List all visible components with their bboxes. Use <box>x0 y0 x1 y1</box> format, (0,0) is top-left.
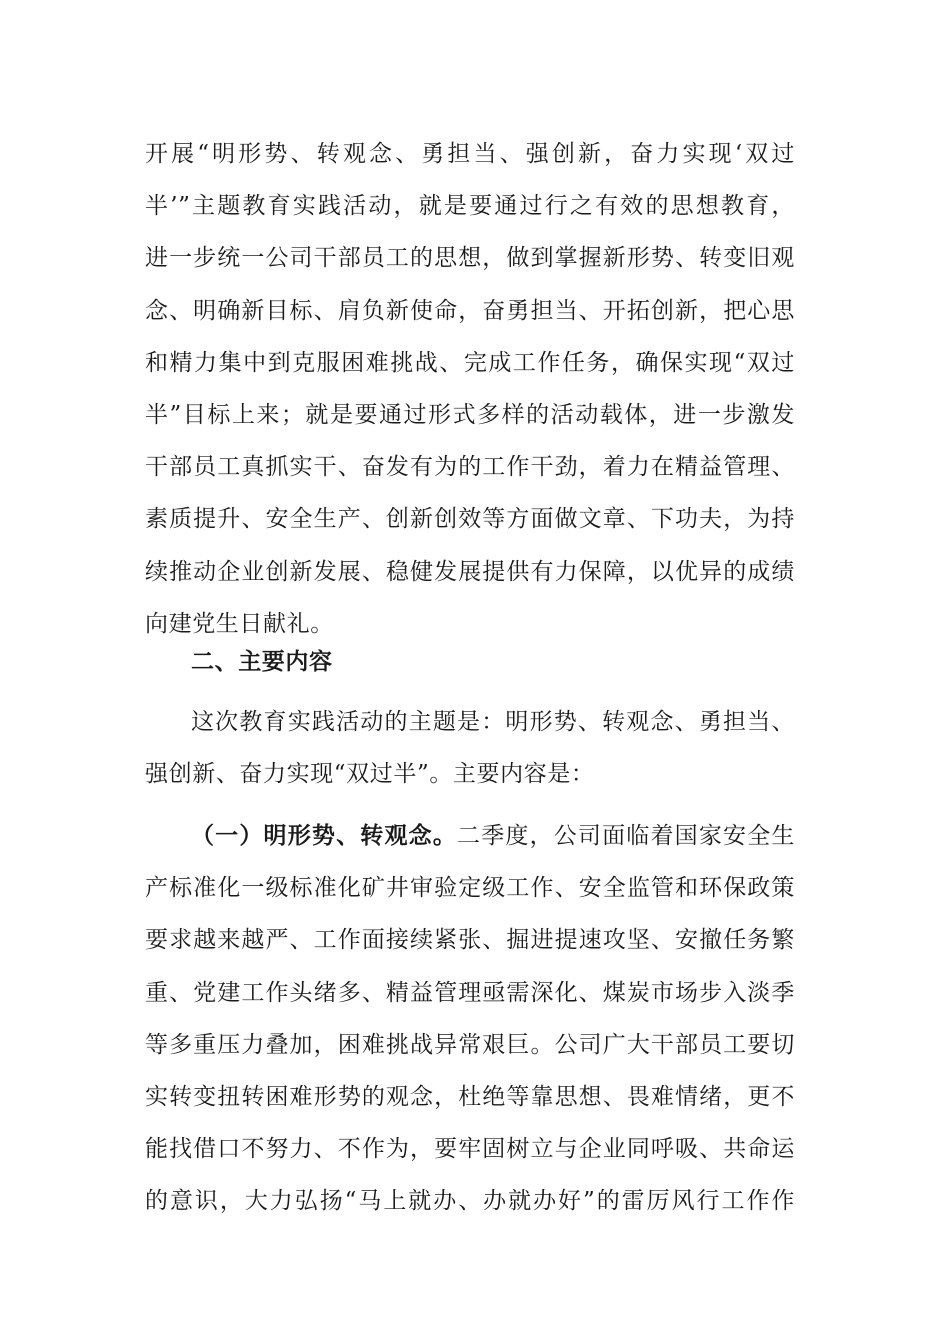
text-line: 要求越来越严、工作面接续紧张、掘进提速攻坚、安撤任务繁 <box>145 927 795 954</box>
item-one-first-line: 二季度，公司面临着国家安全生 <box>457 823 795 849</box>
text-line <box>145 810 795 862</box>
text-line: 半’”主题教育实践活动，就是要通过行之有效的思想教育， <box>145 193 795 220</box>
text-line: 能找借口不努力、不作为，要牢固树立与企业同呼吸、共命运 <box>145 1136 795 1163</box>
text-line: 实转变扭转困难形势的观念，杜绝等靠思想、畏难情绪，更不 <box>145 1083 795 1110</box>
text-line: 续推动企业创新发展、稳健发展提供有力保障，以优异的成绩 <box>145 558 795 585</box>
text-line: 重、党建工作头绪多、精益管理亟需深化、煤炭市场步入淡季 <box>145 979 795 1006</box>
paragraph-item-one <box>145 810 795 1228</box>
paragraph-purpose <box>145 128 795 650</box>
text-line: 和精力集中到克服困难挑战、完成工作任务，确保实现“双过 <box>145 349 795 376</box>
text-line: 开展“明形势、转观念、勇担当、强创新，奋力实现‘双过 <box>145 141 795 167</box>
text-line: 强创新、奋力实现“双过半”。主要内容是： <box>145 761 595 788</box>
section-heading: 二、主要内容 <box>191 649 333 675</box>
text-line: 素质提升、安全生产、创新创效等方面做文章、下功夫，为持 <box>145 506 795 533</box>
item-one-title: （一）明形势、转观念。 <box>191 823 458 849</box>
text-line: 半”目标上来；就是要通过形式多样的活动载体，进一步激发 <box>145 401 795 428</box>
text-line: 进一步统一公司干部员工的思想，做到掌握新形势、转变旧观 <box>145 245 795 272</box>
text-line: 干部员工真抓实干、奋发有为的工作干劲，着力在精益管理、 <box>145 454 795 481</box>
text-line: 这次教育实践活动的主题是：明形势、转观念、勇担当、 <box>191 709 795 735</box>
text-line: 向建党生日献礼。 <box>145 610 334 637</box>
text-line: 产标准化一级标准化矿井审验定级工作、安全监管和环保政策 <box>145 875 795 902</box>
text-line: 的意识，大力弘扬“马上就办、办就办好”的雷厉风行工作作 <box>145 1188 795 1215</box>
paragraph-theme <box>145 696 795 800</box>
text-line: 等多重压力叠加，困难挑战异常艰巨。公司广大干部员工要切 <box>145 1031 795 1058</box>
text-line: 念、明确新目标、肩负新使命，奋勇担当、开拓创新，把心思 <box>145 297 795 324</box>
